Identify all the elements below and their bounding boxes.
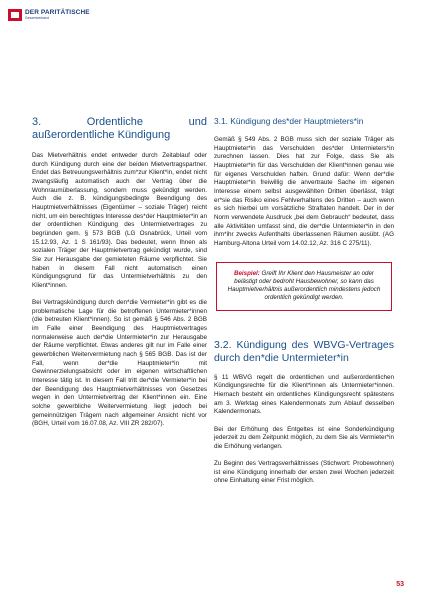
section-heading-3: 3. Ordentliche und außerordentliche Kündigung (32, 116, 207, 141)
paragraph: § 11 WBVG regelt die ordentlichen und außerordentlichen Kündigungsrechte für die Klient*innen als Untermieter*innen. Hiernach besteht ein ordentliches Kündigungsrecht spätestens am 3. Werktag eines Kalendermonats zum Ablauf desselben Kalendermonats. (214, 373, 394, 416)
left-column (32, 116, 207, 438)
logo-mark-icon (8, 9, 22, 21)
paragraph: Das Mietverhältnis endet entweder durch Zeitablauf oder durch Kündigung durch eine der beiden Mietvertragspartner. Endet das Betreuungsverhältnis zum*zur Klient*in, endet nicht zwangsläufig automatisch auch der Vertrag über die Wohnraumüberlassung, sondern muss gekündigt werden. Auch die z. B. kündigungsbedingte Beendigung des Hauptmietverhältnisses (Eigentümer – soziale Träger) reicht nicht, um ein berechtigtes Interesse des*der Hauptmieter*in an der ordentlichen Kündigung des Untermietvertrages zu begründen gem. § 573 BGB (LG Osnabrück, Urteil vom 15.12.93, Az. 1 S 161/93). Das bedeutet, wenn Ihnen als sozialen Träger der Hauptmietvertrag gekündigt wurde, sind Sie zur Herausgabe der gemieteten Räume verpflichtet. Sie haben in diesem Fall nicht automatisch einen Kündigungsgrund für das Untermietverhältnis zu den Klient*innen. (32, 152, 208, 289)
logo (8, 8, 108, 22)
example-callout (216, 262, 392, 311)
callout-label: Beispiel: (234, 269, 260, 277)
right-column (214, 116, 394, 495)
section-heading-3-2: 3.2. Kündigung des WBVG-Vertrages durch den*die Untermieter*in (214, 338, 394, 364)
logo-name: DER PARITÄTISCHE (25, 8, 90, 16)
page-number: 53 (396, 581, 404, 588)
section-heading-3-1: 3.1. Kündigung des*der Hauptmieters*in (214, 116, 364, 126)
logo-sub: Gesamtverband (25, 15, 49, 20)
paragraph: Gemäß § 549 Abs. 2 BGB muss sich der soziale Träger als Hauptmieter*in das Verschulden des*der Untermieters*in zurechnen lassen. Dies hat zur Folge, dass Sie als Hauptmieter*in für das Verschulden der Klient*innen genau wie für eigenes Verschulden haften. Grund dafür: Wenn der*die Hauptmieter*in freiwillig die anvertraute Sache im eigenen Interesse einem selbst ausgewählten Dritten überlässt, trägt er*sie das Risiko eines Fehlverhaltens des Dritten – auch wenn es sich hierbei um vorsätzliche Straftaten handelt. Der in der Norm verwendete Ausdruck „bei dem Gebrauch“ bedeutet, dass alle Aktivitäten umfasst sind, die der*die Untermieter*in in den ihm*ihr zwecks Aufenthalts überlassenen Räumen ausübt. (AG Hamburg-Altona Urteil vom 14.02.12, Az. 316 C 275/11). (214, 136, 394, 247)
paragraph: Bei Vertragskündigung durch den*die Vermieter*in gibt es die problematische Lage für die betroffenen Untermieter*innen (die betreuten Klient*innen). So ist gemäß § 546 Abs. 2 BGB im Falle einer Beendigung des Hauptmietvertrages normalerweise auch der*die Untermieter*in zur Herausgabe der Räume verpflichtet. Etwas anderes gilt nur im Falle einer gewerblichen Weitervermietung nach § 565 BGB. Das ist der Fall, wenn der*die Hauptmieter*in mit Gewinnerzielungsabsicht oder im eigenen wirtschaftlichen Interesse tätig ist. In diesem Fall tritt der*die Vermieter*in bei der Beendigung des Hauptmietverhältnisses von Gesetzes wegen in den Untermietvertrag der Klient*innen ein. Eine solche gewerbliche Weitervermietung liegt jedoch bei gemeinnützigen Trägern nach allgemeiner Ansicht nicht vor (BGH, Urteil vom 16.07.08, Az. VIII ZR 282/07). (32, 299, 207, 428)
paragraph: Bei der Erhöhung des Entgeltes ist eine Sonderkündigung jederzeit zu dem Zeitpunkt möglich, zu dem Sie als Vermieter*in die Erhöhung verlangen. (214, 425, 394, 450)
paragraph: Zu Beginn des Vertragsverhältnisses (Stichwort: Probewohnen) ist eine Kündigung innerhalb der ersten zwei Wochen jederzeit ohne Einhaltung einer Frist möglich. (214, 460, 394, 485)
callout-text: Greift Ihr Klient den Hausmeister an oder belästigt oder bedroht Hausbewohner, so kann das Hauptmietverhältnis außerordentlich mindestens jedoch ordentlich gekündigt werden. (227, 269, 381, 302)
